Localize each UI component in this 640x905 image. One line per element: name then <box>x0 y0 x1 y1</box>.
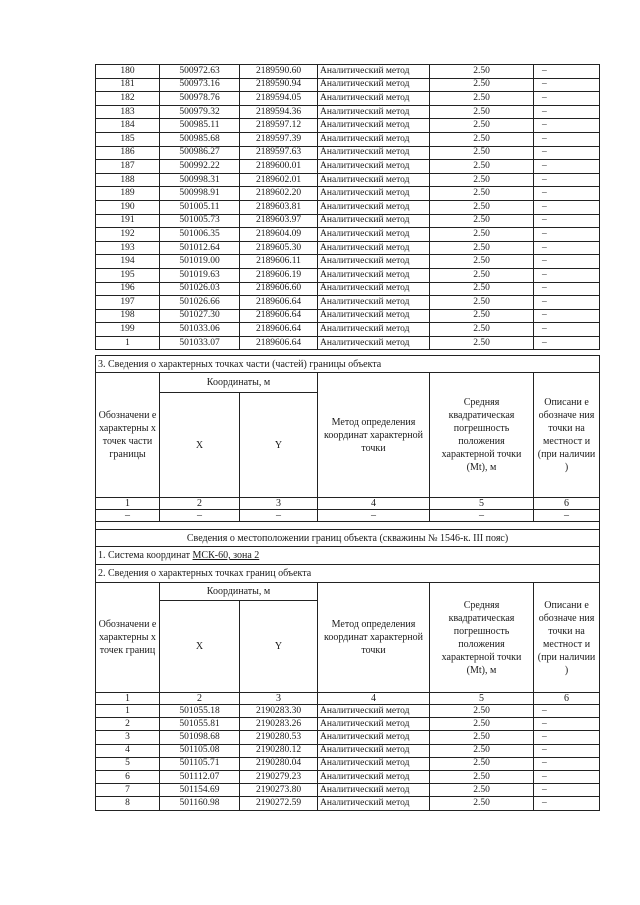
table-row <box>96 757 600 770</box>
description-cell: – <box>534 173 600 187</box>
description-cell: – <box>534 757 600 770</box>
accuracy-cell: 2.50 <box>430 78 534 92</box>
method-cell: Аналитический метод <box>318 268 430 282</box>
accuracy-cell: 2.50 <box>430 187 534 201</box>
column-number: 2 <box>160 693 240 705</box>
point-number-cell: 6 <box>96 770 160 783</box>
method-cell: Аналитический метод <box>318 173 430 187</box>
coordinate-x-cell: 501012.64 <box>160 241 240 255</box>
accuracy-cell: 2.50 <box>430 65 534 79</box>
point-number-cell: 198 <box>96 309 160 323</box>
table-row <box>96 214 600 228</box>
accuracy-cell: 2.50 <box>430 214 534 228</box>
coordinate-x-cell: 501160.98 <box>160 797 240 810</box>
coordinate-y-cell: 2189606.64 <box>240 309 318 323</box>
coordinate-x-cell: 500986.27 <box>160 146 240 160</box>
coordinate-y-cell: 2189602.20 <box>240 187 318 201</box>
description-cell: – <box>534 744 600 757</box>
accuracy-cell: 2.50 <box>430 119 534 133</box>
accuracy-cell: 2.50 <box>430 784 534 797</box>
empty-cell: – <box>240 510 318 522</box>
coordinate-x-cell: 501005.11 <box>160 200 240 214</box>
point-number-cell: 8 <box>96 797 160 810</box>
accuracy-cell: 2.50 <box>430 268 534 282</box>
table-row <box>96 187 600 201</box>
column-number: 3 <box>240 693 318 705</box>
method-cell: Аналитический метод <box>318 92 430 106</box>
table-row <box>96 173 600 187</box>
coordinate-x-cell: 500992.22 <box>160 160 240 174</box>
point-number-cell: 5 <box>96 757 160 770</box>
coordinate-y-cell: 2189605.30 <box>240 241 318 255</box>
method-cell: Аналитический метод <box>318 323 430 337</box>
accuracy-column-header: Средняя квадратическая погрешность положения характерной точки (Mt), м <box>430 583 534 693</box>
description-cell: – <box>534 92 600 106</box>
table-row <box>96 784 600 797</box>
column-number: 5 <box>430 693 534 705</box>
method-cell: Аналитический метод <box>318 187 430 201</box>
method-cell: Аналитический метод <box>318 228 430 242</box>
coordinate-system-line <box>96 547 600 565</box>
coordinate-y-cell: 2189602.01 <box>240 173 318 187</box>
empty-cell: – <box>430 510 534 522</box>
coordinate-y-cell: 2189606.11 <box>240 255 318 269</box>
method-cell: Аналитический метод <box>318 132 430 146</box>
method-cell: Аналитический метод <box>318 241 430 255</box>
coordinate-y-cell: 2189603.81 <box>240 200 318 214</box>
coordinate-x-cell: 501154.69 <box>160 784 240 797</box>
point-number-cell: 186 <box>96 146 160 160</box>
point-number-cell: 181 <box>96 78 160 92</box>
coordinate-x-cell: 501019.00 <box>160 255 240 269</box>
point-number-cell: 197 <box>96 296 160 310</box>
point-number-cell: 188 <box>96 173 160 187</box>
column-number: 4 <box>318 498 430 510</box>
coordinate-y-cell: 2190273.80 <box>240 784 318 797</box>
point-number-cell: 195 <box>96 268 160 282</box>
method-cell: Аналитический метод <box>318 797 430 810</box>
description-cell: – <box>534 718 600 731</box>
coordinate-x-cell: 501026.66 <box>160 296 240 310</box>
accuracy-cell: 2.50 <box>430 200 534 214</box>
table-row <box>96 718 600 731</box>
section2-title: 2. Сведения о характерных точках границ объекта <box>96 565 600 583</box>
point-number-cell: 180 <box>96 65 160 79</box>
coordinate-x-cell: 500985.11 <box>160 119 240 133</box>
coordinate-x-cell: 501098.68 <box>160 731 240 744</box>
description-cell: – <box>534 65 600 79</box>
coordinate-x-cell: 501112.07 <box>160 770 240 783</box>
accuracy-cell: 2.50 <box>430 132 534 146</box>
method-cell: Аналитический метод <box>318 255 430 269</box>
method-cell: Аналитический метод <box>318 146 430 160</box>
coordinate-x-cell: 501055.81 <box>160 718 240 731</box>
description-cell: – <box>534 105 600 119</box>
method-cell: Аналитический метод <box>318 105 430 119</box>
method-cell: Аналитический метод <box>318 744 430 757</box>
coordinate-y-cell: 2189590.60 <box>240 65 318 79</box>
coordinate-y-cell: 2189604.09 <box>240 228 318 242</box>
coordinate-y-cell: 2189597.63 <box>240 146 318 160</box>
coordinates-header: Координаты, м <box>160 373 318 393</box>
boundary-points-table-continued <box>95 64 600 350</box>
description-cell: – <box>534 770 600 783</box>
description-column-header: Описани е обозначе ния точки на местност и (при наличии ) <box>534 583 600 693</box>
x-column-header: X <box>160 601 240 693</box>
point-number-cell: 199 <box>96 323 160 337</box>
coordinate-y-cell: 2190280.04 <box>240 757 318 770</box>
coordinate-x-cell: 501019.63 <box>160 268 240 282</box>
description-cell: – <box>534 187 600 201</box>
table-row <box>96 770 600 783</box>
description-cell: – <box>534 323 600 337</box>
coordinate-y-cell: 2189594.36 <box>240 105 318 119</box>
table-row <box>96 309 600 323</box>
coordinate-y-cell: 2190279.23 <box>240 770 318 783</box>
description-cell: – <box>534 241 600 255</box>
point-number-cell: 193 <box>96 241 160 255</box>
method-cell: Аналитический метод <box>318 200 430 214</box>
column-number: 1 <box>96 693 160 705</box>
accuracy-cell: 2.50 <box>430 105 534 119</box>
table-row <box>96 282 600 296</box>
accuracy-cell: 2.50 <box>430 160 534 174</box>
point-number-cell: 1 <box>96 336 160 350</box>
method-cell: Аналитический метод <box>318 770 430 783</box>
part-points-column-header: Обозначени е характерны х точек части границы <box>96 373 160 498</box>
accuracy-cell: 2.50 <box>430 757 534 770</box>
coordinate-y-cell: 2190283.26 <box>240 718 318 731</box>
boundary-points-table-body <box>96 65 600 350</box>
method-cell: Аналитический метод <box>318 160 430 174</box>
coordinate-x-cell: 501033.06 <box>160 323 240 337</box>
coordinate-y-cell: 2189606.64 <box>240 323 318 337</box>
coordinate-x-cell: 501026.03 <box>160 282 240 296</box>
method-column-header: Метод определения координат характерной точки <box>318 583 430 693</box>
table-row <box>96 160 600 174</box>
coordinate-x-cell: 500972.63 <box>160 65 240 79</box>
coordinate-y-cell: 2189594.05 <box>240 92 318 106</box>
point-number-cell: 190 <box>96 200 160 214</box>
coordinate-y-cell: 2190272.59 <box>240 797 318 810</box>
point-number-cell: 183 <box>96 105 160 119</box>
coordinate-x-cell: 500998.31 <box>160 173 240 187</box>
description-cell: – <box>534 228 600 242</box>
table-row <box>96 78 600 92</box>
table-row <box>96 731 600 744</box>
description-cell: – <box>534 309 600 323</box>
accuracy-cell: 2.50 <box>430 705 534 718</box>
coordinate-y-cell: 2189606.64 <box>240 336 318 350</box>
coordinate-x-cell: 500985.68 <box>160 132 240 146</box>
column-number: 1 <box>96 498 160 510</box>
description-cell: – <box>534 296 600 310</box>
accuracy-cell: 2.50 <box>430 770 534 783</box>
description-cell: – <box>534 797 600 810</box>
y-column-header: Y <box>240 601 318 693</box>
point-number-cell: 4 <box>96 744 160 757</box>
accuracy-cell: 2.50 <box>430 718 534 731</box>
coordinate-x-cell: 501005.73 <box>160 214 240 228</box>
point-number-cell: 191 <box>96 214 160 228</box>
table-row <box>96 705 600 718</box>
table-row <box>96 296 600 310</box>
point-number-cell: 194 <box>96 255 160 269</box>
y-column-header: Y <box>240 393 318 498</box>
column-number: 4 <box>318 693 430 705</box>
column-number: 5 <box>430 498 534 510</box>
method-cell: Аналитический метод <box>318 784 430 797</box>
accuracy-cell: 2.50 <box>430 241 534 255</box>
method-cell: Аналитический метод <box>318 78 430 92</box>
description-cell: – <box>534 200 600 214</box>
table-row <box>96 255 600 269</box>
point-number-cell: 182 <box>96 92 160 106</box>
point-number-cell: 185 <box>96 132 160 146</box>
point-number-cell: 184 <box>96 119 160 133</box>
method-cell: Аналитический метод <box>318 718 430 731</box>
description-cell: – <box>534 784 600 797</box>
method-cell: Аналитический метод <box>318 65 430 79</box>
accuracy-cell: 2.50 <box>430 296 534 310</box>
accuracy-cell: 2.50 <box>430 323 534 337</box>
points-column-header: Обозначени е характерны х точек границ <box>96 583 160 693</box>
table-row <box>96 797 600 810</box>
coordinate-x-cell: 501105.71 <box>160 757 240 770</box>
accuracy-cell: 2.50 <box>430 336 534 350</box>
point-number-cell: 7 <box>96 784 160 797</box>
table-row <box>96 92 600 106</box>
table-row <box>96 241 600 255</box>
accuracy-cell: 2.50 <box>430 146 534 160</box>
description-cell: – <box>534 255 600 269</box>
accuracy-cell: 2.50 <box>430 228 534 242</box>
description-column-header: Описани е обозначе ния точки на местност и (при наличии ) <box>534 373 600 498</box>
method-cell: Аналитический метод <box>318 119 430 133</box>
accuracy-cell: 2.50 <box>430 744 534 757</box>
accuracy-cell: 2.50 <box>430 731 534 744</box>
description-cell: – <box>534 119 600 133</box>
coordinate-x-cell: 501105.08 <box>160 744 240 757</box>
column-number: 2 <box>160 498 240 510</box>
coordinate-y-cell: 2189606.19 <box>240 268 318 282</box>
coordinate-y-cell: 2189590.94 <box>240 78 318 92</box>
point-number-cell: 3 <box>96 731 160 744</box>
location-section-table <box>95 529 600 811</box>
accuracy-cell: 2.50 <box>430 797 534 810</box>
coordinate-x-cell: 501033.07 <box>160 336 240 350</box>
x-column-header: X <box>160 393 240 498</box>
method-cell: Аналитический метод <box>318 214 430 228</box>
table-row <box>96 146 600 160</box>
part-boundary-points-table <box>95 355 600 536</box>
coordinate-y-cell: 2190280.12 <box>240 744 318 757</box>
coordinate-x-cell: 500979.32 <box>160 105 240 119</box>
accuracy-cell: 2.50 <box>430 309 534 323</box>
method-cell: Аналитический метод <box>318 296 430 310</box>
boundary-points-table-body <box>96 705 600 811</box>
coordinate-y-cell: 2189600.01 <box>240 160 318 174</box>
method-cell: Аналитический метод <box>318 336 430 350</box>
column-number: 6 <box>534 498 600 510</box>
table-row <box>96 268 600 282</box>
accuracy-cell: 2.50 <box>430 282 534 296</box>
method-column-header: Метод определения координат характерной точки <box>318 373 430 498</box>
description-cell: – <box>534 731 600 744</box>
method-cell: Аналитический метод <box>318 705 430 718</box>
coordinate-x-cell: 500978.76 <box>160 92 240 106</box>
point-number-cell: 196 <box>96 282 160 296</box>
point-number-cell: 2 <box>96 718 160 731</box>
method-cell: Аналитический метод <box>318 282 430 296</box>
table-row <box>96 323 600 337</box>
coordinate-x-cell: 501055.18 <box>160 705 240 718</box>
coordinate-system-label: 1. Система координат <box>98 550 191 561</box>
coordinate-system-value: МСК-60, зона 2 <box>192 550 260 561</box>
accuracy-column-header: Средняя квадратическая погрешность положения характерной точки (Mt), м <box>430 373 534 498</box>
method-cell: Аналитический метод <box>318 731 430 744</box>
point-number-cell: 189 <box>96 187 160 201</box>
description-cell: – <box>534 268 600 282</box>
section3-title: 3. Сведения о характерных точках части (частей) границы объекта <box>96 356 600 373</box>
table-row <box>96 744 600 757</box>
description-cell: – <box>534 282 600 296</box>
table-row <box>96 105 600 119</box>
empty-cell: – <box>318 510 430 522</box>
coordinate-x-cell: 501027.30 <box>160 309 240 323</box>
coordinate-y-cell: 2190283.30 <box>240 705 318 718</box>
coordinate-y-cell: 2189603.97 <box>240 214 318 228</box>
description-cell: – <box>534 705 600 718</box>
accuracy-cell: 2.50 <box>430 92 534 106</box>
coordinate-y-cell: 2189597.39 <box>240 132 318 146</box>
point-number-cell: 187 <box>96 160 160 174</box>
point-number-cell: 192 <box>96 228 160 242</box>
accuracy-cell: 2.50 <box>430 173 534 187</box>
coordinate-y-cell: 2189597.12 <box>240 119 318 133</box>
empty-cell: – <box>160 510 240 522</box>
coordinate-x-cell: 501006.35 <box>160 228 240 242</box>
description-cell: – <box>534 336 600 350</box>
empty-cell: – <box>534 510 600 522</box>
table-row <box>96 200 600 214</box>
column-number: 3 <box>240 498 318 510</box>
description-cell: – <box>534 160 600 174</box>
column-number: 6 <box>534 693 600 705</box>
empty-cell: – <box>96 510 160 522</box>
table-row <box>96 65 600 79</box>
coordinates-header: Координаты, м <box>160 583 318 601</box>
method-cell: Аналитический метод <box>318 757 430 770</box>
coordinate-x-cell: 500973.16 <box>160 78 240 92</box>
table-row <box>96 119 600 133</box>
table-row <box>96 336 600 350</box>
description-cell: – <box>534 146 600 160</box>
point-number-cell: 1 <box>96 705 160 718</box>
table-row <box>96 132 600 146</box>
coordinate-x-cell: 500998.91 <box>160 187 240 201</box>
table-row <box>96 228 600 242</box>
method-cell: Аналитический метод <box>318 309 430 323</box>
description-cell: – <box>534 78 600 92</box>
description-cell: – <box>534 132 600 146</box>
coordinate-y-cell: 2189606.60 <box>240 282 318 296</box>
accuracy-cell: 2.50 <box>430 255 534 269</box>
coordinate-y-cell: 2189606.64 <box>240 296 318 310</box>
description-cell: – <box>534 214 600 228</box>
location-section-title: Сведения о местоположении границ объекта (скважины № 1546-к. III пояс) <box>96 530 600 547</box>
coordinate-y-cell: 2190280.53 <box>240 731 318 744</box>
